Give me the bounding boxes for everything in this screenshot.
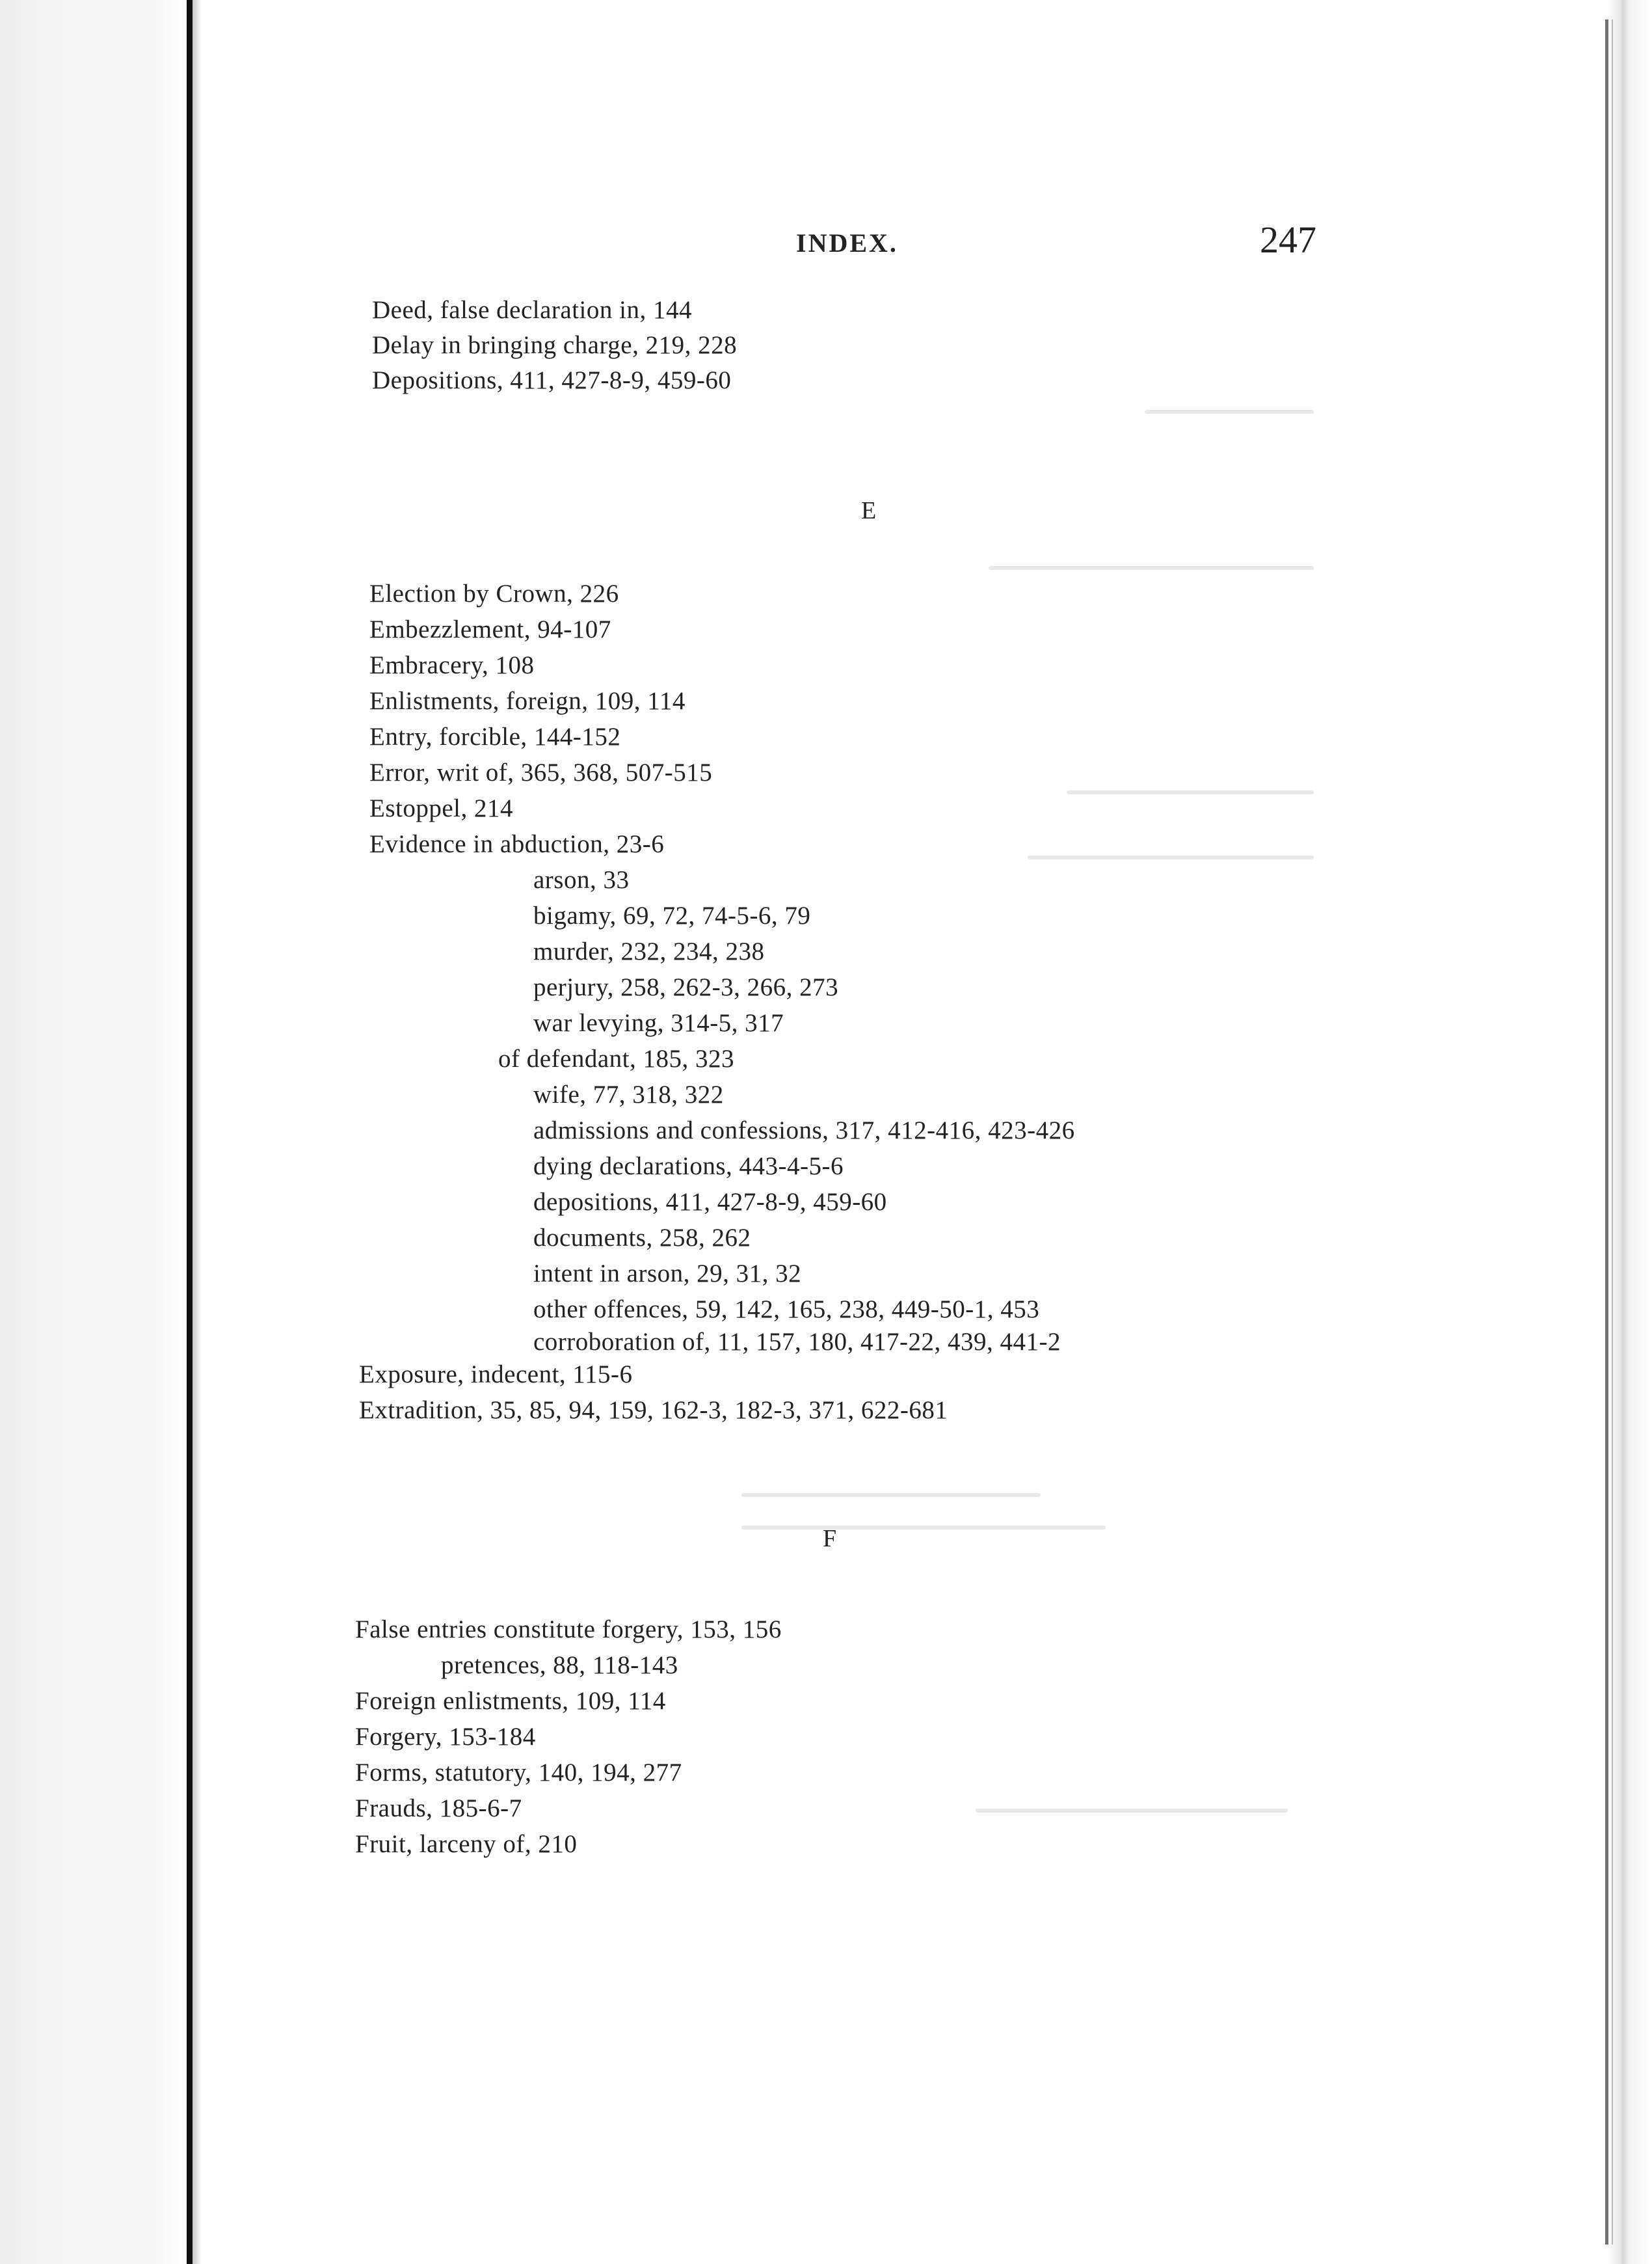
index-entry: Forms, statutory, 140, 194, 277 bbox=[355, 1759, 682, 1786]
index-subentry: arson, 33 bbox=[533, 866, 630, 894]
index-subentry: war levying, 314-5, 317 bbox=[533, 1009, 784, 1037]
page-number: 247 bbox=[1260, 219, 1316, 261]
index-entry: Fruit, larceny of, 210 bbox=[355, 1830, 578, 1858]
gutter-shadow bbox=[193, 0, 202, 2264]
index-subentry: pretences, 88, 118-143 bbox=[441, 1651, 678, 1679]
index-subentry: wife, 77, 318, 322 bbox=[533, 1081, 724, 1109]
index-subentry: of defendant, 185, 323 bbox=[498, 1045, 734, 1073]
index-subentry: bigamy, 69, 72, 74-5-6, 79 bbox=[533, 902, 811, 930]
index-entry: Delay in bringing charge, 219, 228 bbox=[372, 331, 738, 359]
index-subentry: corroboration of, 11, 157, 180, 417-22, 439, 441-2 bbox=[533, 1328, 1061, 1356]
index-entry: Forgery, 153-184 bbox=[355, 1723, 536, 1751]
bleed-through-mark bbox=[1067, 790, 1314, 794]
bleed-through-mark bbox=[989, 566, 1314, 570]
index-subentry: depositions, 411, 427-8-9, 459-60 bbox=[533, 1188, 887, 1216]
index-subentry: admissions and confessions, 317, 412-416, 423-426 bbox=[533, 1116, 1075, 1144]
index-entry: Estoppel, 214 bbox=[369, 794, 513, 822]
index-entry: Entry, forcible, 144-152 bbox=[369, 723, 621, 751]
running-header: INDEX. bbox=[796, 228, 898, 258]
bleed-through-mark bbox=[741, 1526, 1106, 1530]
bleed-through-mark bbox=[976, 1809, 1288, 1813]
index-entry: Depositions, 411, 427-8-9, 459-60 bbox=[372, 366, 732, 394]
section-heading-e: E bbox=[861, 497, 877, 524]
index-entry: Embracery, 108 bbox=[369, 651, 535, 679]
index-subentry: dying declarations, 443-4-5-6 bbox=[533, 1152, 844, 1180]
index-entry: Exposure, indecent, 115-6 bbox=[359, 1360, 633, 1388]
index-entry: False entries constitute forgery, 153, 156 bbox=[355, 1615, 782, 1643]
index-entry: Extradition, 35, 85, 94, 159, 162-3, 182-3, 371, 622-681 bbox=[359, 1396, 948, 1424]
index-entry: Enlistments, foreign, 109, 114 bbox=[369, 687, 686, 715]
index-subentry: intent in arson, 29, 31, 32 bbox=[533, 1260, 802, 1287]
index-entry: Deed, false declaration in, 144 bbox=[372, 296, 692, 324]
index-subentry: documents, 258, 262 bbox=[533, 1224, 751, 1252]
index-subentry: other offences, 59, 142, 165, 238, 449-50-1, 453 bbox=[533, 1295, 1040, 1323]
bleed-through-mark bbox=[741, 1493, 1041, 1497]
index-entry: Foreign enlistments, 109, 114 bbox=[355, 1687, 666, 1715]
section-heading-f: F bbox=[823, 1525, 837, 1552]
index-entry: Frauds, 185-6-7 bbox=[355, 1794, 522, 1822]
index-subentry: murder, 232, 234, 238 bbox=[533, 937, 765, 965]
index-entry: Election by Crown, 226 bbox=[369, 580, 619, 608]
page-edge-line bbox=[1605, 20, 1608, 2244]
facing-page-edge bbox=[0, 0, 189, 2264]
index-subentry: perjury, 258, 262-3, 266, 273 bbox=[533, 973, 839, 1001]
bleed-through-mark bbox=[1145, 410, 1314, 414]
index-entry: Error, writ of, 365, 368, 507-515 bbox=[369, 759, 713, 787]
binding-gutter bbox=[187, 0, 193, 2264]
index-entry: Embezzlement, 94-107 bbox=[369, 615, 611, 643]
page-edge-right bbox=[1606, 0, 1652, 2264]
index-entry: Evidence in abduction, 23-6 bbox=[369, 830, 665, 858]
page-edge-line-inner bbox=[1612, 20, 1613, 2244]
bleed-through-mark bbox=[1028, 856, 1314, 859]
